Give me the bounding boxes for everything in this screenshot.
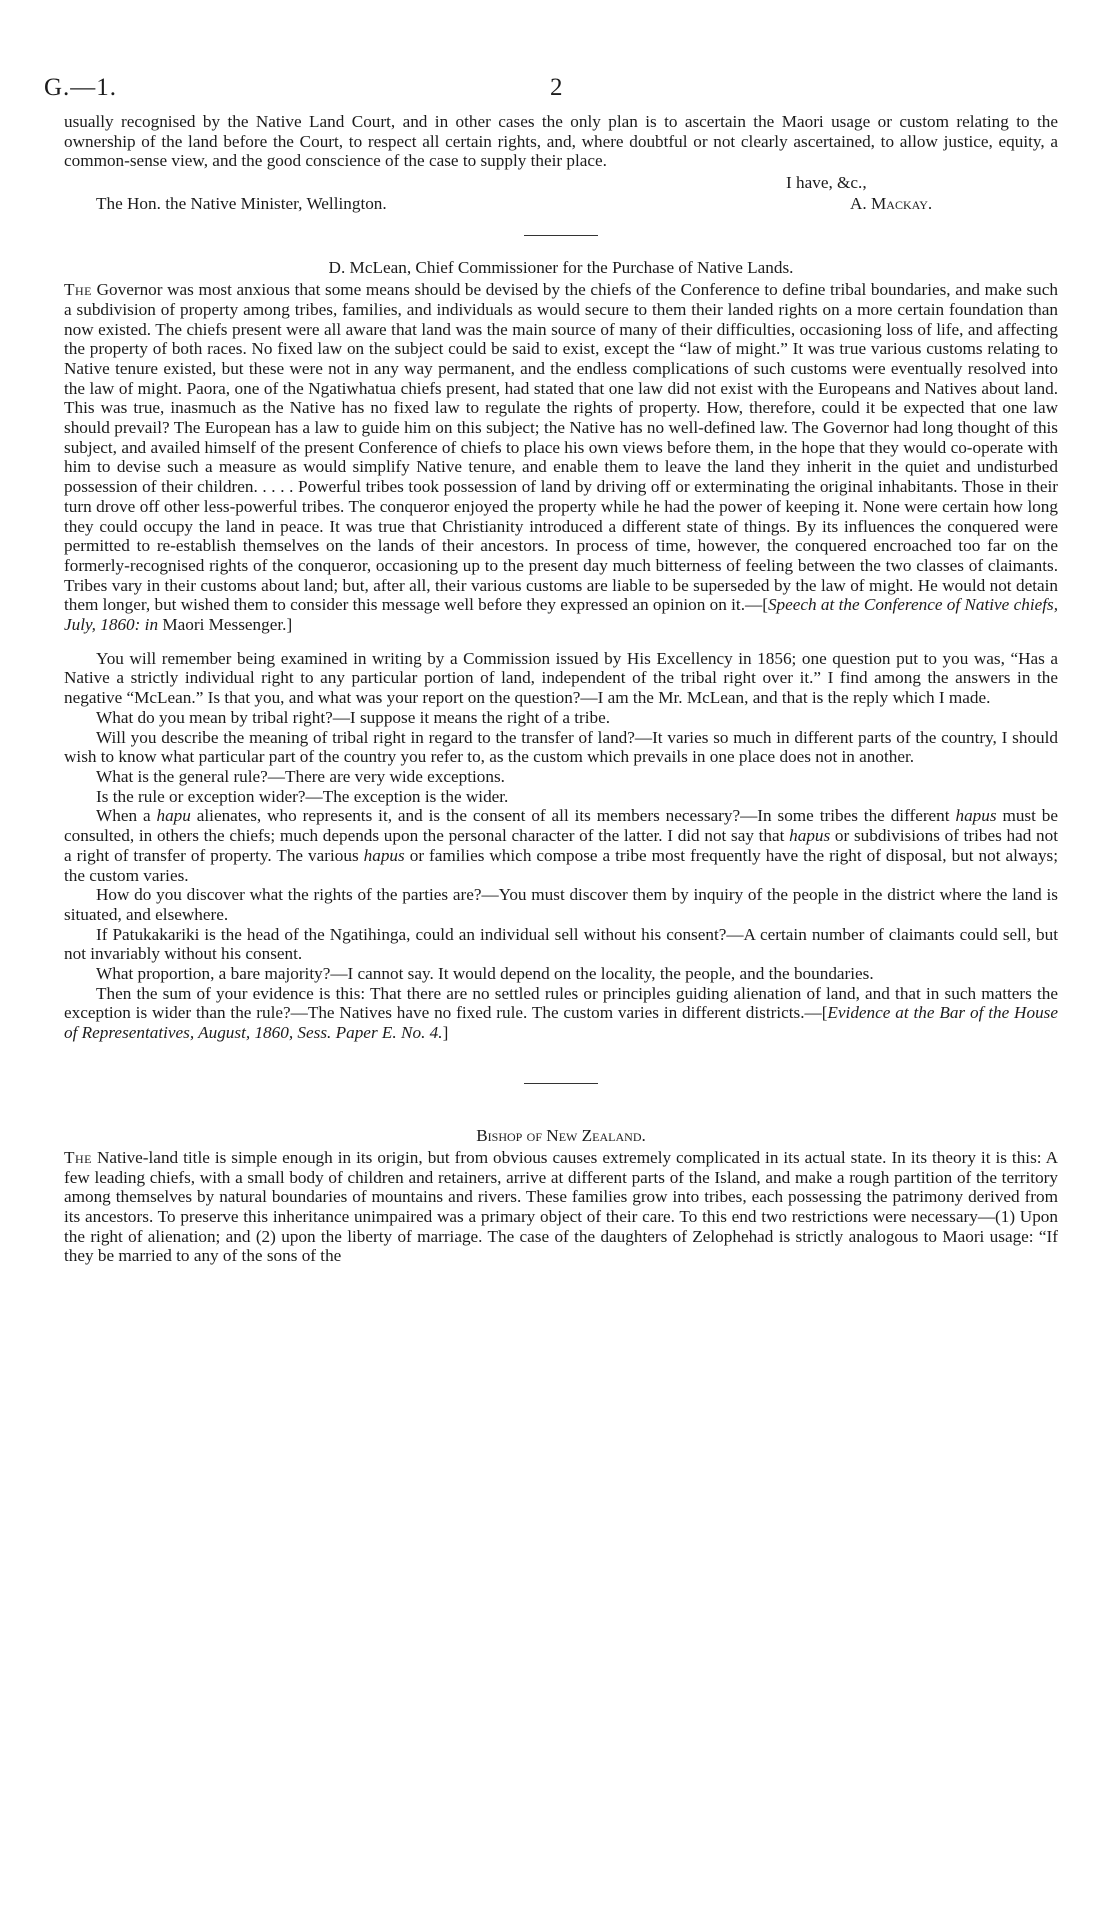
qa-paragraph	[64, 984, 1058, 1043]
evidence-citation: Evidence at the Bar of the House of Representatives, August, 1860, Sess. Paper E. No. 4.	[64, 1003, 1058, 1043]
qa-text: must be consulted, in others the chiefs; much depends upon the personal character of the latter. I did not say that	[64, 806, 1059, 846]
qa-paragraph: How do you discover what the rights of the parties are?—You must discover them by inquiry of the people in the district where the land is situated, and elsewhere.	[64, 885, 1058, 924]
qa-text: Then the sum of your evidence is this: That there are no settled rules or principles guiding alienation of land, and that in such matters the exception is wider than the rule?—The Natives have no fixed rule. The custom varies in different districts.—	[64, 983, 1058, 1023]
qa-paragraph	[64, 806, 1058, 885]
signature: A. Mackay.	[850, 194, 933, 214]
maori-term: hapus	[789, 826, 831, 846]
qa-paragraph: Will you describe the meaning of tribal right in regard to the transfer of land?—It varies so much in different parts of the country, I should wish to know what particular part of the country you refer to, as the custom which prevails in one place does not in another.	[64, 727, 1058, 767]
qa-paragraph: What is the general rule?—There are very wide exceptions.	[96, 766, 505, 786]
speech-citation-open: [	[762, 595, 768, 615]
document-page	[44, 0, 1059, 1266]
qa-paragraph: If Patukakariki is the head of the Ngatihinga, could an individual sell without his consent?—A certain number of claimants could sell, but not invariably without his consent.	[64, 924, 1058, 964]
speech-lead-word: The	[64, 280, 92, 300]
maori-term: hapu	[156, 806, 191, 826]
page-number: 2	[550, 74, 563, 101]
maori-term: hapus	[363, 845, 405, 865]
speech-citation-source: Maori Messenger.]	[158, 615, 293, 635]
speech-text: Governor was most anxious that some means should be devised by the chiefs of the Conference to define tribal boundaries, and make such a subdivision of property among tribes, families, and individuals as would secure to them their landed rights on a more certain foundation than now existed. The chiefs present were all aware that land was the main source of many of their difficulties, occasioning loss of life, and affecting the property of both races. No fixed law on the subject could be said to exist, except the “law of might.” It was true various customs relating to Native tenure existed, but these were not in any way permanent, and the endless complications of such customs were eventually resolved into the law of might. Paora, one of the Ngatiwhatua chiefs present, had stated that one law did not exist with the Europeans and Natives about land. This was true, inasmuch as the Native has no fixed law to regulate the rights of property. How, therefore, could it be expected that one law should prevail? The European has a law to guide him on this subject; the Native has no well-defined law. The Governor had long thought of this subject, and availed himself of the present Conference of chiefs to place his own views before them, in the hope that they would co-operate with him to devise such a measure as would simplify Native tenure, and enable them to leave the land they inherit in the quiet and undisturbed possession of their children. . . . . Powerful tribes took possession of land by driving off or exterminating the original inhabitants. Those in their turn drove off other less-powerful tribes. The conqueror enjoyed the property while he had the power of keeping it. None were certain how long they could occupy the land in peace. It was true that Christianity introduced a different state of things. By its influences the conquered were permitted to re-establish themselves on the lands of their ancestors. In process of time, however, the conquered encroached too far on the formerly-recognised rights of the conqueror, occasioning up to the present day much bitterness of feeling between the two classes of claimants. Tribes vary in their customs about land; but, after all, their various customs are liable to be superseded by the law of might. He would not detain them longer, but wished them to consider this message well before they expressed an opinion on it.—	[64, 280, 1058, 615]
qa-paragraph: You will remember being examined in writing by a Commission issued by His Excellency in 1856; one question put to you was, “Has a Native a strictly individual right to any particular portion of land, independent of the tribal right over it.” I find among the answers in the negative “McLean.” Is that you, and what was your report on the question?—I am the Mr. McLean, and that is the reply which I made.	[64, 648, 1058, 708]
section-heading-mclean: D. McLean, Chief Commissioner for the Purchase of Native Lands.	[328, 258, 794, 278]
running-head	[44, 0, 1058, 112]
document-reference: G.—1.	[44, 74, 118, 101]
bishop-text: Native-land title is simple enough in its origin, but from obvious causes extremely complicated in its actual state. In its theory it is this: A few leading chiefs, with a small body of children and retainers, arrive at different parts of the Island, and make a rough partition of the territory among themselves by natural boundaries of mountains and rivers. These families grow into tribes, each possessing the patrimony derived from its ancestors. To preserve this inheritance unimpaired was a primary object of their care. To this end two restrictions were necessary—(1) Upon the right of alienation; and (2) upon the liberty of marriage. The case of the daughters of Zelophehad is strictly analogous to Maori usage: “If they be married to any of the sons of the	[64, 1147, 1058, 1266]
bishop-paragraph	[64, 1148, 1058, 1266]
qa-paragraph: What proportion, a bare majority?—I cannot say. It would depend on the locality, the people, and the boundaries.	[96, 964, 874, 984]
qa-text: alienates, who represents it, and is the consent of all its members necessary?—In some tribes the different	[190, 806, 956, 826]
letter-closing	[64, 173, 1058, 215]
maori-term: hapus	[955, 806, 997, 826]
intro-paragraph: usually recognised by the Native Land Court, and in other cases the only plan is to ascertain the Maori usage or custom relating to the ownership of the land before the Court, to respect all certain rights, and, where doubtful or not clearly ascertained, to allow justice, equity, a common-sense view, and the good conscience of the case to supply their place.	[64, 112, 1058, 171]
qa-paragraph: Is the rule or exception wider?—The exception is the wider.	[96, 786, 509, 806]
qa-text: or subdivisions of tribes had not a right of transfer of property. The various	[64, 826, 1059, 865]
qa-paragraph: What do you mean by tribal right?—I suppose it means the right of a tribe.	[96, 707, 611, 727]
qa-text: or families which compose a tribe most frequently have the right of disposal, but not always; the custom varies.	[64, 845, 1058, 885]
qa-text: When a	[96, 806, 157, 826]
mclean-speech-paragraph	[64, 280, 1058, 635]
bishop-lead-word: The	[64, 1147, 92, 1167]
evidence-citation-close: ]	[442, 1023, 449, 1043]
speech-citation-title: Speech at the Conference of Native chiefs, July, 1860: in	[64, 595, 1058, 635]
section-heading-bishop: Bishop of New Zealand.	[476, 1125, 646, 1145]
closing-formula: I have, &c.,	[786, 173, 867, 193]
evidence-citation-open: [	[821, 1003, 828, 1023]
addressee: The Hon. the Native Minister, Wellington.	[96, 194, 387, 214]
